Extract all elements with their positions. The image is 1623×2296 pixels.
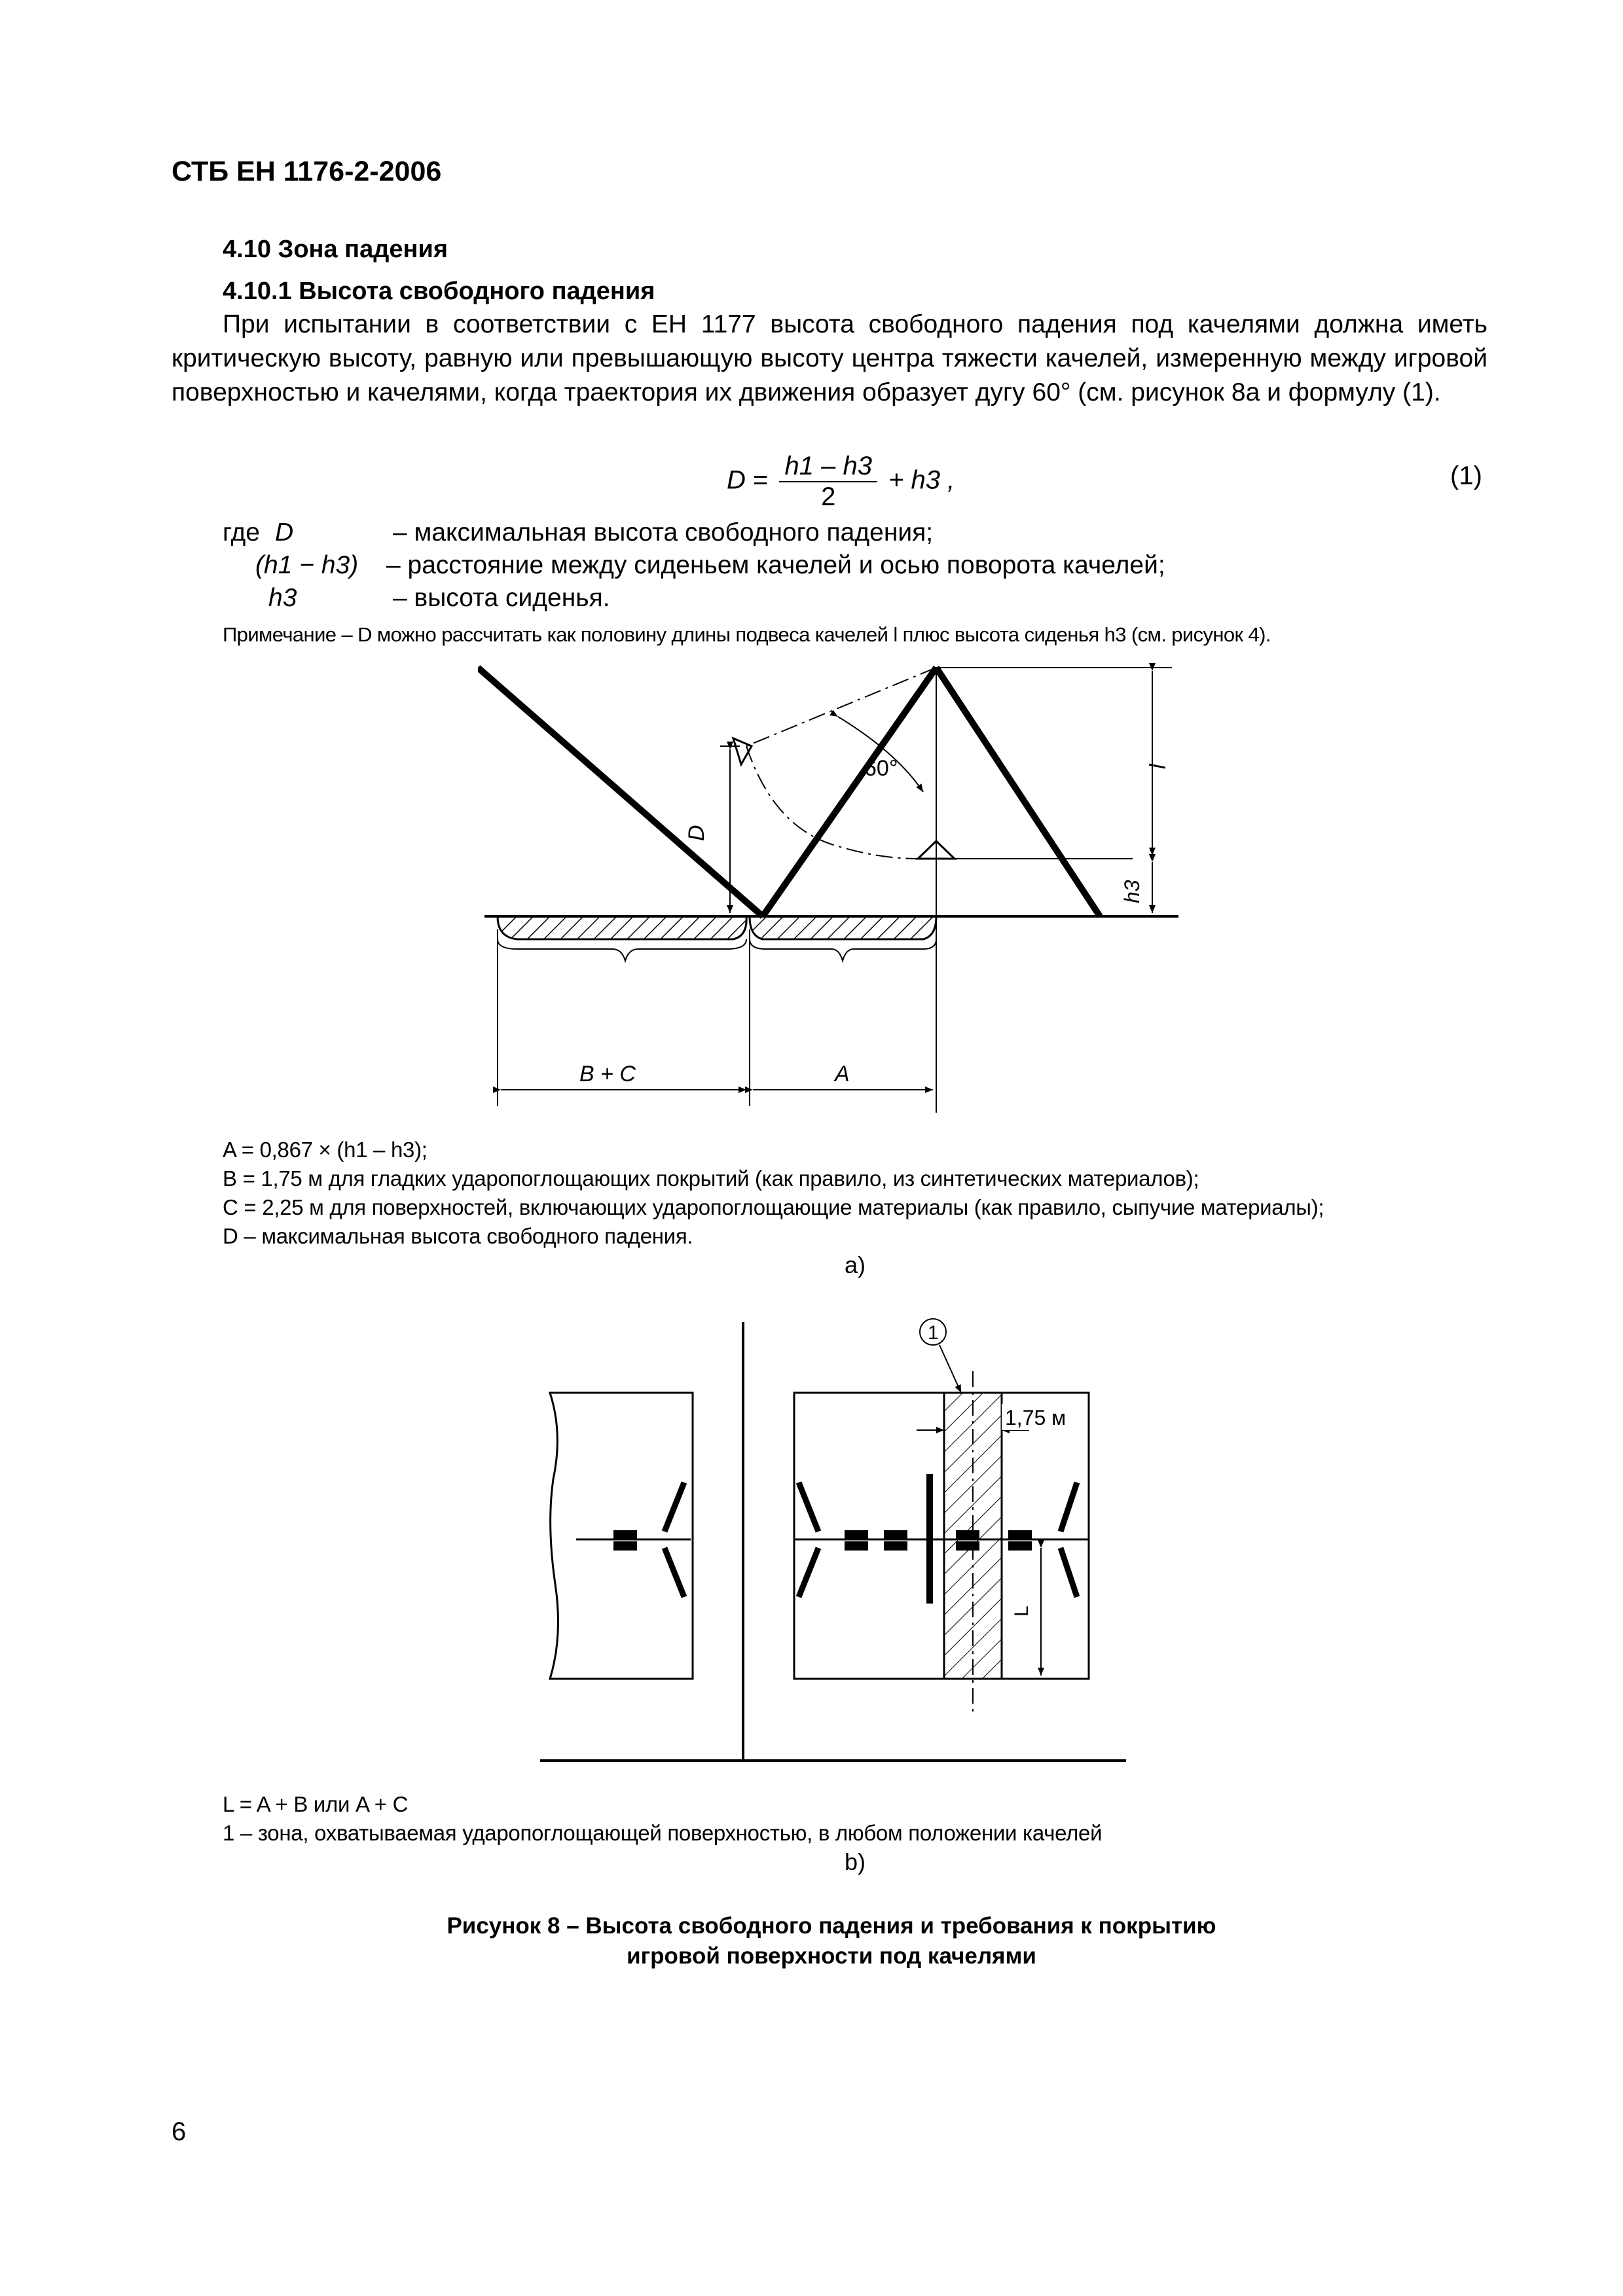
legend-a-item: C = 2,25 м для поверхностей, включающих ударопоглощающие материалы (как правило, сыпучие материалы); — [223, 1195, 1324, 1219]
subsection-title: 4.10.1 Высота свободного падения — [223, 278, 655, 305]
frame-leg-left — [763, 668, 936, 916]
brace-bc — [498, 939, 746, 961]
right-leg — [799, 1482, 818, 1532]
where-symbol: D — [275, 518, 294, 547]
legend-a-item: A = 0,867 × (h1 – h3); — [223, 1138, 428, 1162]
figure-b-diagram — [537, 1309, 1139, 1780]
formula-rhs: + h3 , — [888, 465, 955, 495]
formula-lhs: D — [727, 465, 746, 495]
figure-title-line1: Рисунок 8 – Высота свободного падения и требования к покрытию — [447, 1913, 1216, 1939]
body-paragraph: При испытании в соответствии с ЕН 1177 высота свободного падения под качелями должна иметь критическую высоту, равную или превышающую высоту центра тяжести качелей, измеренную между игровой поверхностью и качелями, когда траектория их движения образует дугу 60° (см. рисунок 8а и формулу (1). — [172, 310, 1487, 406]
left-leg — [665, 1482, 684, 1532]
formula: D = $\frac{h1 - h3}{2}$ + h3 , — [727, 452, 955, 511]
swing-seat-tilted — [733, 738, 752, 764]
legend-b-item: L = A + B или A + C — [223, 1792, 409, 1816]
left-seat — [613, 1530, 637, 1539]
impact-surface-a — [750, 916, 936, 939]
frame-leg-right — [936, 668, 1100, 916]
where-symbol: (h1 − h3) — [255, 551, 359, 579]
formula-denominator: 2 — [821, 482, 836, 511]
page-number: 6 — [172, 2117, 187, 2146]
formula-fraction — [779, 452, 877, 512]
formula-number: (1) — [1450, 461, 1482, 490]
formula-numerator: h1 – h3 — [779, 452, 877, 482]
right-swing-panel — [794, 1393, 1089, 1679]
width-label: 1,75 м — [1005, 1406, 1067, 1429]
frame-leg-left — [478, 668, 763, 916]
legend-a-item: D – максимальная высота свободного падения. — [223, 1224, 693, 1248]
where-definition: – высота сиденья. — [393, 584, 610, 612]
note: Примечание – D можно рассчитать как половину длины подвеса качелей l плюс высота сиденья h3 (см. рисунок 4). — [223, 623, 1271, 646]
label-l: l — [1146, 764, 1171, 769]
impact-surface-bc — [498, 916, 746, 939]
caption-a: a) — [845, 1251, 866, 1278]
callout-label: 1 — [928, 1322, 939, 1344]
label-d: D — [684, 825, 709, 841]
figure-title — [354, 1911, 1309, 1971]
brace-a — [750, 939, 936, 961]
section-title: 4.10 Зона падения — [223, 236, 448, 263]
where-definition: – расстояние между сиденьем качелей и осью поворота качелей; — [386, 551, 1165, 579]
label-L: L — [1011, 1605, 1032, 1617]
legend-a-item: B = 1,75 м для гладких ударопоглощающих покрытий (как правило, из синтетических материалов); — [223, 1166, 1199, 1191]
where-symbol: h3 — [268, 584, 297, 612]
angle-label: 60° — [864, 756, 898, 781]
label-bc: B + C — [579, 1062, 636, 1086]
label-a: A — [835, 1062, 850, 1086]
where-definition: – максимальная высота свободного падения; — [393, 518, 934, 547]
label-h3: h3 — [1120, 880, 1144, 903]
caption-b: b) — [845, 1848, 866, 1875]
where-lead: где — [223, 518, 260, 547]
figure-title-line2: игровой поверхности под качелями — [627, 1943, 1036, 1969]
document-header: СТБ ЕН 1176-2-2006 — [172, 156, 442, 187]
legend-b-item: 1 – зона, охватываемая ударопоглощающей поверхностью, в любом положении качелей — [223, 1821, 1103, 1845]
figure-a-diagram — [478, 655, 1192, 1113]
